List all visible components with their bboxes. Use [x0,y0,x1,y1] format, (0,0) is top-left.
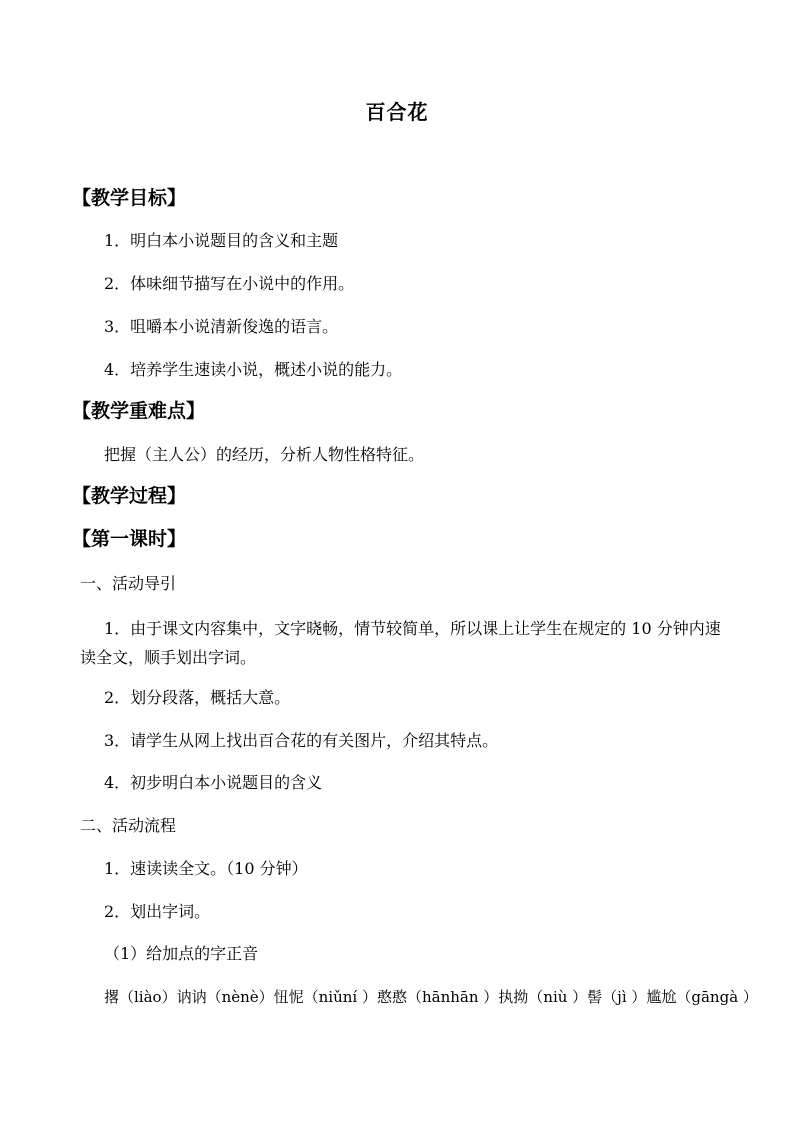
pronunciation-subheading: （1）给加点的字正音 [104,944,259,963]
goals-heading: 【教学目标】 [72,187,187,209]
document-title: 百合花 [365,100,429,124]
part1-item-1: 1．由于课文内容集中，文字晓畅，情节较简单，所以课上让学生在规定的 10 分钟内速读全文，顺手划出字词。 [80,619,721,667]
key-points-heading: 【教学重难点】 [72,400,206,422]
goal-item-3: 3．咀嚼本小说清新俊逸的语言。 [104,317,339,336]
part1-heading: 一、活动导引 [80,574,177,593]
key-points-text: 把握（主人公）的经历，分析人物性格特征。 [104,445,425,464]
part1-item-2: 2．划分段落，概括大意。 [104,688,291,707]
part2-item-1: 1．速读读全文。（10 分钟） [104,859,308,878]
part2-item-2: 2．划出字词。 [104,902,211,921]
goal-item-2: 2．体味细节描写在小说中的作用。 [104,274,355,293]
part1-item-4: 4．初步明白本小说题目的含义 [104,773,323,792]
lesson1-heading: 【第一课时】 [72,528,187,550]
process-heading: 【教学过程】 [72,485,187,507]
pinyin-line: 撂（liào）讷讷（nènè）忸怩（niǔní ）憨憨（hānhān ）执拗（niù ）髻（jì ）尴尬（gāngà ） [104,988,758,1006]
goal-item-1: 1．明白本小说题目的含义和主题 [104,231,339,250]
part1-item-3: 3．请学生从网上找出百合花的有关图片，介绍其特点。 [104,731,499,750]
goal-item-4: 4．培养学生速读小说，概述小说的能力。 [104,360,403,379]
part2-heading: 二、活动流程 [80,816,177,835]
